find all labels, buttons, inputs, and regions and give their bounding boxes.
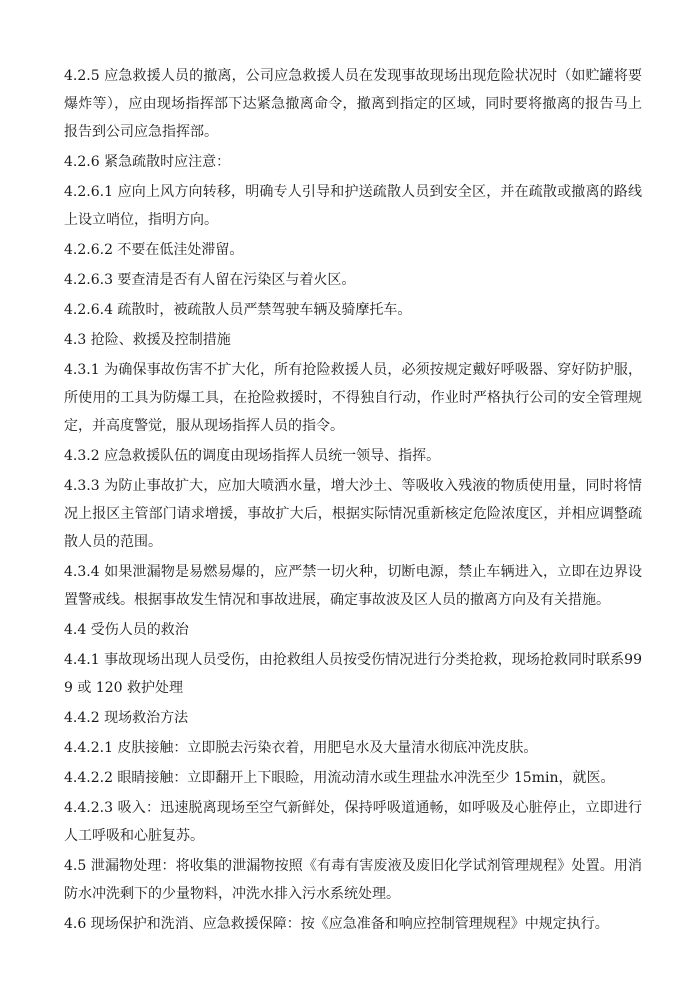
heading-4-4: 4.4 受伤人员的救治	[64, 622, 189, 638]
paragraph-4-3-2: 4.3.2 应急救援队伍的调度由现场指挥人员统一领导、指挥。	[64, 448, 441, 464]
paragraph-4-5: 4.5 泄漏物处理：将收集的泄漏物按照《有毒有害废液及废旧化学试剂管理规程》处置。用消防水冲洗剩下的少量物料，冲洗水排入污水系统处理。	[64, 858, 642, 902]
paragraph-4-2-6-1: 4.2.6.1 应向上风方向转移，明确专人引导和护送疏散人员到安全区，并在疏散或撤离的路线上设立哨位，指明方向。	[64, 184, 642, 228]
paragraph-4-2-6-3: 4.2.6.3 要查清是否有人留在污染区与着火区。	[64, 272, 356, 288]
paragraph-4-4-2-3: 4.4.2.3 吸入：迅速脱离现场至空气新鲜处，保持呼吸道通畅，如呼吸及心脏停止，立即进行人工呼吸和心脏复苏。	[64, 800, 642, 844]
paragraph-4-4-2-1: 4.4.2.1 皮肤接触：立即脱去污染衣着，用肥皂水及大量清水彻底冲洗皮肤。	[64, 740, 538, 756]
paragraph-4-6: 4.6 现场保护和洗消、应急救援保障：按《应急准备和响应控制管理规程》中规定执行。	[64, 916, 609, 932]
paragraph-4-4-2-2: 4.4.2.2 眼睛接触：立即翻开上下眼睑，用流动清水或生理盐水冲洗至少 15min，就医。	[64, 770, 615, 786]
heading-4-2-6: 4.2.6 紧急疏散时应注意：	[64, 154, 231, 170]
paragraph-4-3-1: 4.3.1 为确保事故伤害不扩大化，所有抢险救援人员，必须按规定戴好呼吸器、穿好防护服，所使用的工具为防爆工具，在抢险救援时，不得独自行动，作业时严格执行公司的安全管理规定，并高度警觉，服从现场指挥人员的指令。	[64, 362, 642, 434]
paragraph-4-4-1: 4.4.1 事故现场出现人员受伤，由抢救组人员按受伤情况进行分类抢救，现场抢救同时联系999 或 120 救护处理	[64, 652, 642, 696]
paragraph-4-2-6-4: 4.2.6.4 疏散时，被疏散人员严禁驾驶车辆及骑摩托车。	[64, 302, 412, 318]
paragraph-4-2-6-2: 4.2.6.2 不要在低洼处滞留。	[64, 242, 244, 258]
paragraph-4-3-3: 4.3.3 为防止事故扩大，应加大喷洒水量，增大沙土、等吸收入残液的物质使用量，同时将情况上报区主管部门请求增援，事故扩大后，根据实际情况重新核定危险浓度区，并相应调整疏散人员的范围。	[64, 478, 642, 550]
heading-4-4-2: 4.4.2 现场救治方法	[64, 710, 189, 726]
heading-4-3: 4.3 抢险、救援及控制措施	[64, 332, 231, 348]
paragraph-4-2-5: 4.2.5 应急救援人员的撤离，公司应急救援人员在发现事故现场出现危险状况时（如贮罐将要爆炸等），应由现场指挥部下达紧急撤离命令，撤离到指定的区域，同时要将撤离的报告马上报告到公司应急指挥部。	[64, 68, 642, 140]
document-page	[64, 62, 642, 940]
paragraph-4-3-4: 4.3.4 如果泄漏物是易燃易爆的，应严禁一切火种，切断电源，禁止车辆进入，立即在边界设置警戒线。根据事故发生情况和事故进展，确定事故波及区人员的撤离方向及有关措施。	[64, 564, 642, 608]
